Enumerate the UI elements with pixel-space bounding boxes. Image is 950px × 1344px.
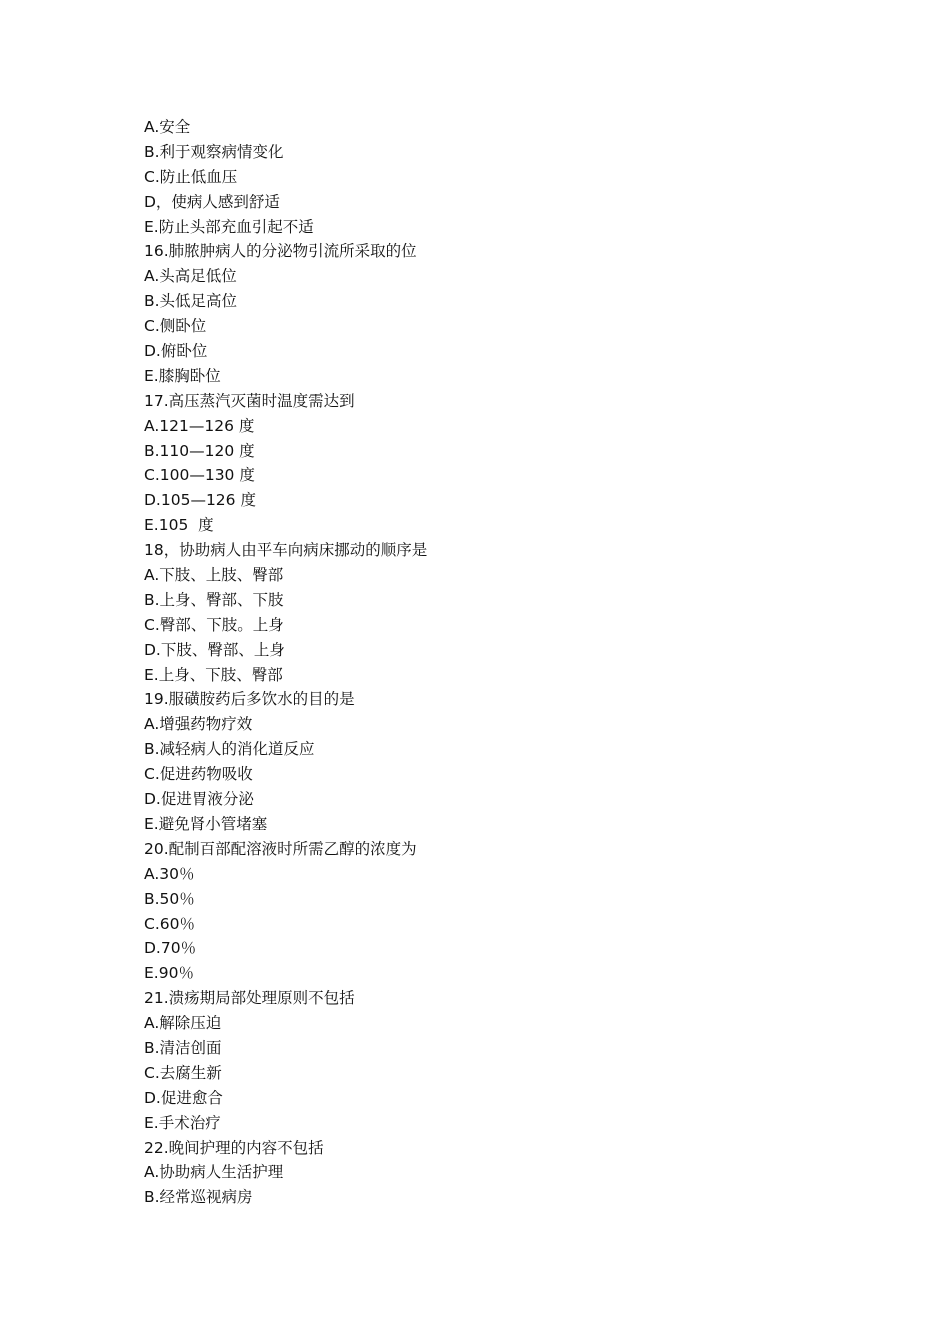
text-line: C.臀部、下肢。上身 (144, 615, 284, 634)
text-line: A.增强药物疗效 (144, 715, 253, 734)
text-line: D.下肢、臀部、上身 (144, 640, 285, 659)
text-line: 16.肺脓肿病人的分泌物引流所采取的位 (144, 242, 417, 261)
text-line: E.105 度 (144, 516, 214, 535)
text-line: B.50％ (144, 889, 195, 908)
text-line: 20.配制百部配溶液时所需乙醇的浓度为 (144, 839, 417, 858)
text-line: A.121—126 度 (144, 416, 255, 435)
text-line: A.头高足低位 (144, 267, 237, 286)
text-line: E.上身、下肢、臀部 (144, 665, 283, 684)
text-line: 17.高压蒸汽灭菌时温度需达到 (144, 391, 355, 410)
text-line: D.促进胃液分泌 (144, 790, 254, 809)
text-line: B.上身、臀部、下肢 (144, 590, 284, 609)
text-line: A.30％ (144, 864, 195, 883)
text-line: D.促进愈合 (144, 1088, 223, 1107)
text-line: E.90％ (144, 964, 194, 983)
document-body (144, 115, 844, 1210)
text-line: C.100—130 度 (144, 466, 255, 485)
text-line: E.手术治疗 (144, 1113, 221, 1132)
text-line: D.70％ (144, 939, 197, 958)
text-line: B.利于观察病情变化 (144, 142, 284, 161)
text-line: A.协助病人生活护理 (144, 1163, 284, 1182)
text-line: D.105—126 度 (144, 491, 256, 510)
text-line: 21.溃疡期局部处理原则不包括 (144, 989, 355, 1008)
text-line: C.侧卧位 (144, 317, 207, 336)
text-line: A.解除压迫 (144, 1014, 222, 1033)
text-line: E.避免肾小管堵塞 (144, 814, 268, 833)
text-line: B.经常巡视病房 (144, 1188, 253, 1207)
text-line: B.110—120 度 (144, 441, 255, 460)
text-line: B.减轻病人的消化道反应 (144, 740, 315, 759)
text-line: A.下肢、上肢、臀部 (144, 566, 284, 585)
text-line: 19.服磺胺药后多饮水的目的是 (144, 690, 355, 709)
text-line: E.膝胸卧位 (144, 366, 221, 385)
text-line: D，使病人感到舒适 (144, 192, 280, 211)
text-line: 22.晚间护理的内容不包括 (144, 1138, 324, 1157)
text-line: 18，协助病人由平车向病床挪动的顺序是 (144, 541, 428, 560)
text-line: C.防止低血压 (144, 167, 238, 186)
text-line: D.俯卧位 (144, 342, 208, 361)
text-line: B.头低足高位 (144, 292, 238, 311)
text-line: C.60％ (144, 914, 195, 933)
text-line: C.促进药物吸收 (144, 765, 253, 784)
text-line: B.清洁创面 (144, 1038, 222, 1057)
text-line: A.安全 (144, 118, 191, 136)
text-line: E.防止头部充血引起不适 (144, 217, 314, 236)
text-line: C.去腐生新 (144, 1063, 222, 1082)
